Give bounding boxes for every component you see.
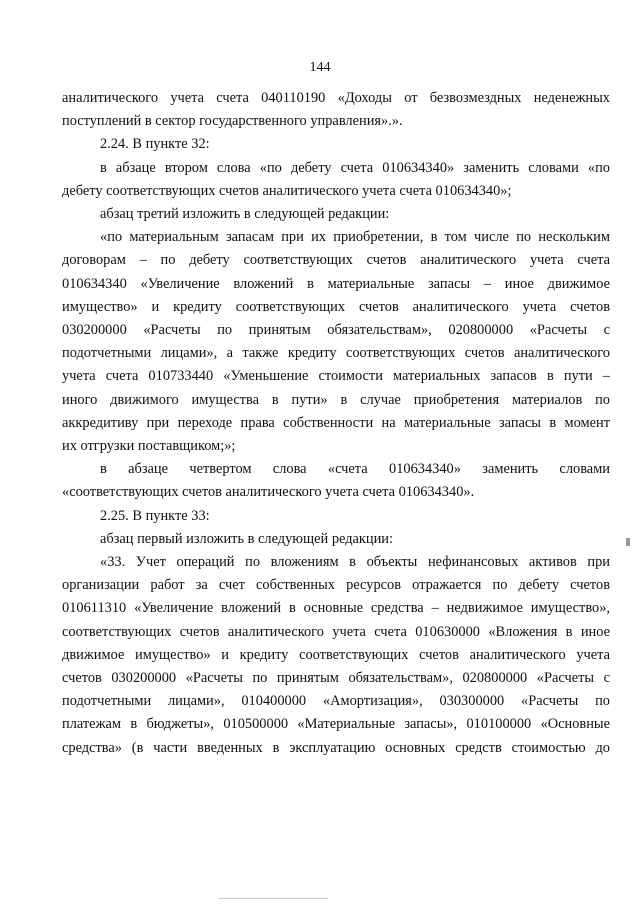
text-line: учета счета 010733440 «Уменьшение стоимости материальных запасов в пути – (62, 368, 610, 385)
text-line: соответствующих счетов аналитического учета счета 010630000 «Вложения в иное (62, 623, 610, 640)
text-line: в абзаце втором слова «по дебету счета 010634340» заменить словами «по (100, 159, 610, 176)
scan-bottom-rule (218, 898, 328, 899)
text-line: 010611310 «Увеличение вложений в основные средства – недвижимое имущество», (62, 600, 610, 617)
text-line: 2.25. В пункте 33: (100, 507, 210, 524)
text-line: 030200000 «Расчеты по принятым обязательствам», 020800000 «Расчеты с (62, 322, 610, 339)
text-line: аналитического учета счета 040110190 «Доходы от безвозмездных неденежных (62, 90, 610, 106)
text-line: подотчетными лицами», а также кредиту соответствующих счетов аналитического (62, 345, 610, 362)
text-line: договорам – по дебету соответствующих счетов аналитического учета счета (62, 252, 610, 269)
text-line: абзац третий изложить в следующей редакции: (100, 206, 390, 223)
text-line: поступлений в сектор государственного управления».». (62, 113, 403, 130)
text-line: их отгрузки поставщиком;»; (62, 438, 236, 455)
text-line: дебету соответствующих счетов аналитического учета счета 010634340»; (62, 182, 512, 199)
text-line: 2.24. В пункте 32: (100, 136, 210, 153)
text-line: иного движимого имущества в пути» в случае приобретения материалов по (62, 391, 610, 408)
text-line: движимое имущество» и кредиту соответствующих счетов аналитического учета (62, 646, 610, 663)
text-line: абзац первый изложить в следующей редакции: (100, 530, 394, 547)
text-line: имущество» и кредиту соответствующих счетов аналитического учета счетов (62, 298, 610, 315)
text-line: 010634340 «Увеличение вложений в материальные запасы – иное движимое (62, 275, 610, 292)
text-line: «соответствующих счетов аналитического учета счета 010634340». (62, 484, 475, 501)
text-line: платежам в бюджеты», 010500000 «Материальные запасы», 010100000 «Основные (62, 716, 610, 733)
text-line: подотчетными лицами», 010400000 «Амортизация», 030300000 «Расчеты по (62, 693, 610, 710)
scan-margin-mark (626, 538, 630, 546)
text-line: «33. Учет операций по вложениям в объекты нефинансовых активов при (100, 554, 610, 571)
document-body (62, 87, 610, 760)
text-line: счетов 030200000 «Расчеты по принятым обязательствам», 020800000 «Расчеты с (62, 670, 610, 687)
text-line: аккредитиву при переходе права собственности на материальные запасы в момент (62, 414, 610, 431)
text-line: «по материальным запасам при их приобретении, в том числе по нескольким (100, 229, 610, 246)
text-line: организации работ за счет собственных ресурсов отражается по дебету счетов (62, 577, 610, 594)
text-line: средства» (в части введенных в эксплуатацию основных средств стоимостью до (62, 739, 610, 756)
page-number: 144 (309, 60, 331, 75)
text-line: в абзаце четвертом слова «счета 010634340» заменить словами (100, 461, 610, 478)
